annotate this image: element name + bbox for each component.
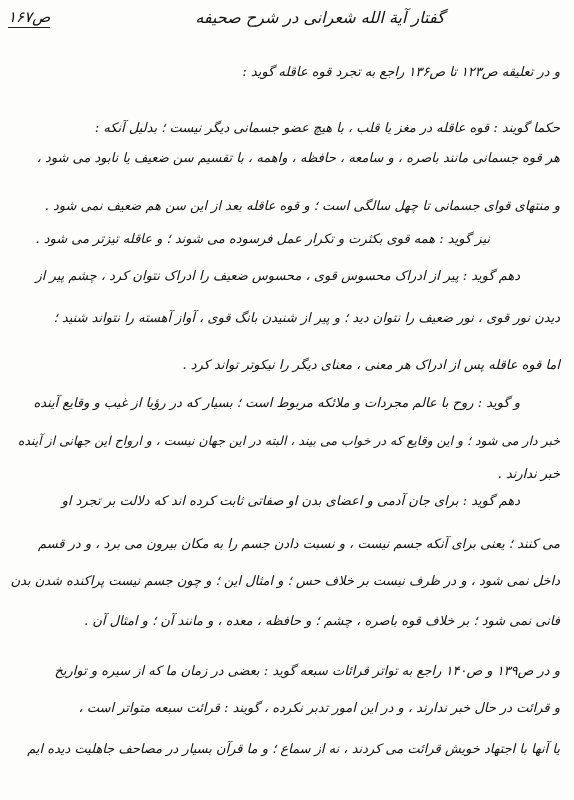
text-line: دیدن نور قوی ، نور ضعیف را نتوان دید ؛ و پیر از شنیدن بانگ قوی ، آواز آهسته را نتواند شنید ؛ [53, 311, 560, 326]
text-line: و در ص۱۳۹ و ص۱۴۰ راجع به تواتر قرائات سبعه گوید : بعضی در زمان ما که از سیره و تواریخ [54, 664, 560, 679]
text-line: هر قوه جسمانی مانند باصره ، و سامعه ، حافظه ، واهمه ، با تقسیم سن ضعیف یا نابود می شود ، [36, 151, 560, 166]
text-line: دهم گوید : پیر از ادراک محسوس قوی ، محسوس ضعیف را ادراک نتوان کرد ، چشم پیر از [35, 269, 520, 284]
text-line: و قرائت در حال خبر ندارند ، و در این امور تدبر نکرده ، گویند : قرائت سبعه متواتر است ، [78, 701, 560, 716]
text-line: فانی نمی شود ؛ بر خلاف قوه باصره ، چشم ؛ و حافظه ، معده ، و مانند آن ؛ و امثال آن . [84, 614, 560, 629]
page-number: ص۱۶۷ [8, 8, 51, 26]
text-line: داخل نمی شود ، و در ظرف نیست بر خلاف حس ؛ و امثال این ؛ و چون جسم نیست پراکنده شدن بدن [10, 574, 560, 589]
page-title: گفتار آیة الله شعرانی در شرح صحیفه [195, 8, 445, 27]
text-line: می کنند ؛ یعنی برای آنکه جسم نیست ، و نسبت دادن جسم را به مکان بیرون می برد ، و در قسم [38, 537, 560, 552]
text-line: یا آنها با اجتهاد خویش قرائت می کردند ، نه از سماع ؛ و ما قرآن بسیار در مصاحف جاهلیت دیده ایم [27, 742, 560, 757]
text-line: خبر دار می شود ؛ و این وقایع که در خواب می بیند ، البته در این جهان نیست ، و ارواح این جهانی از آینده [17, 433, 560, 448]
text-line: و گوید : روح با عالم مجردات و ملائکه مربوط است ؛ بسیار که در رؤیا از غیب و وقایع آینده [33, 396, 520, 411]
text-line: دهم گوید : برای جان آدمی و اعضای بدن او صفاتی ثابت کرده اند که دلالت بر تجرد او [61, 494, 520, 509]
text-line: خبر ندارند . [497, 467, 560, 482]
text-line: نیز گوید : همه قوی بکثرت و تکرار عمل فرسوده می شوند ؛ و عاقله تیزتر می شود . [35, 232, 490, 247]
text-line: و در تعلیقه ص۱۲۳ تا ص۱۳۶ راجع به تجرد قوه عاقله گوید : [242, 65, 560, 80]
text-line: حکما گویند : قوه عاقله در مغز یا قلب ، با هیچ عضو جسمانی دیگر نیست ؛ بدلیل آنکه : [94, 121, 560, 136]
text-line: اما قوه عاقله پس از ادراک هر معنی ، معنای دیگر را نیکوتر تواند کرد . [182, 358, 560, 373]
text-line: و منتهای قوای جسمانی تا چهل سالگی است ؛ و قوه عاقله بعد از این سن هم ضعیف نمی شود . [44, 199, 560, 214]
